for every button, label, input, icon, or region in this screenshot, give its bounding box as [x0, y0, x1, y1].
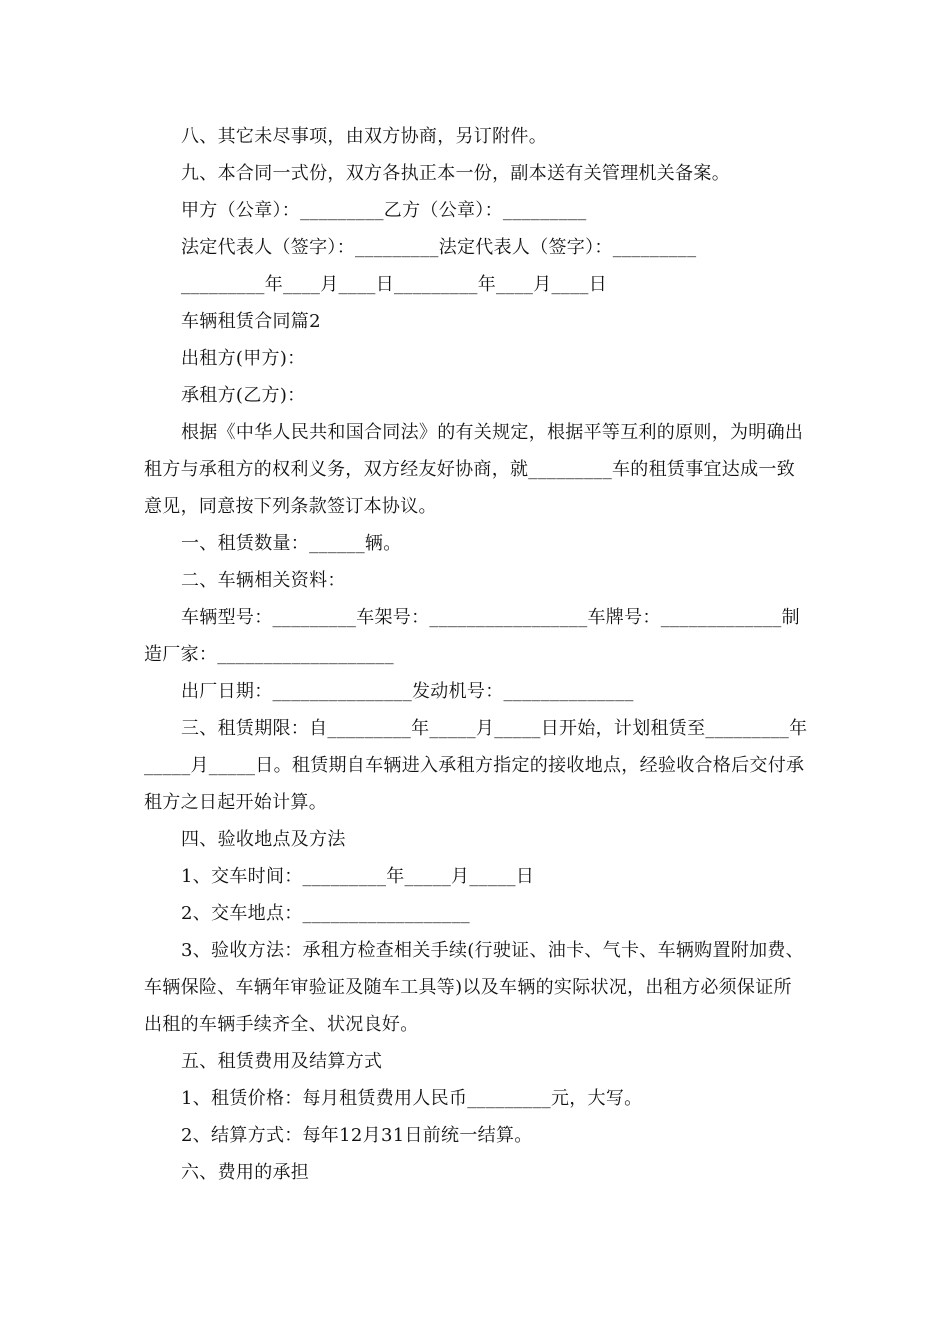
seal-line: 甲方（公章）：_________乙方（公章）：_________	[181, 200, 587, 221]
settlement-line: 2、结算方式：每年12月31日前统一结算。	[181, 1125, 533, 1146]
factory-date-line: 出厂日期：_______________发动机号：______________	[181, 681, 634, 702]
signature-line: 法定代表人（签字）：_________法定代表人（签字）：_________	[181, 237, 697, 258]
delivery-time-line: 1、交车时间：_________年_____月_____日	[181, 866, 535, 887]
clause-8: 八、其它未尽事项，由双方协商，另订附件。	[181, 126, 547, 147]
clause-9: 九、本合同一式份，双方各执正本一份，副本送有关管理机关备案。	[181, 163, 730, 184]
clause-1-quantity: 一、租赁数量：______辆。	[181, 533, 402, 554]
document-body	[144, 118, 808, 1191]
clause-4-inspection: 四、验收地点及方法	[181, 829, 346, 850]
date-line: _________年____月____日_________年____月____日	[181, 274, 607, 295]
clause-3-lease-term: 三、租赁期限：自_________年_____月_____日开始，计划租赁至_________年_____月_____日。租赁期自车辆进入承租方指定的接收地点，经验收合格后交付承租方之日起开始计算。	[144, 718, 808, 813]
clause-6-costs: 六、费用的承担	[181, 1162, 310, 1183]
section-title: 车辆租赁合同篇2	[181, 311, 321, 332]
lessor-line: 出租方(甲方)：	[181, 348, 306, 369]
lessee-line: 承租方(乙方)：	[181, 385, 306, 406]
clause-2-vehicle-info: 二、车辆相关资料：	[181, 570, 346, 591]
clause-5-fees: 五、租赁费用及结算方式	[181, 1051, 383, 1072]
lease-price-line: 1、租赁价格：每月租赁费用人民币_________元，大写。	[181, 1088, 643, 1109]
vehicle-model-line: 车辆型号：_________车架号：_________________车牌号：_____________制造厂家：___________________	[144, 607, 800, 665]
inspection-method: 3、验收方法：承租方检查相关手续(行驶证、油卡、气卡、车辆购置附加费、车辆保险、车辆年审验证及随车工具等)以及车辆的实际状况，出租方必须保证所出租的车辆手续齐全、状况良好。	[144, 940, 804, 1035]
delivery-place-line: 2、交车地点：__________________	[181, 903, 470, 924]
preamble: 根据《中华人民共和国合同法》的有关规定，根据平等互利的原则，为明确出租方与承租方的权利义务，双方经友好协商，就_________车的租赁事宜达成一致意见，同意按下列条款签订本协议。	[144, 422, 804, 517]
